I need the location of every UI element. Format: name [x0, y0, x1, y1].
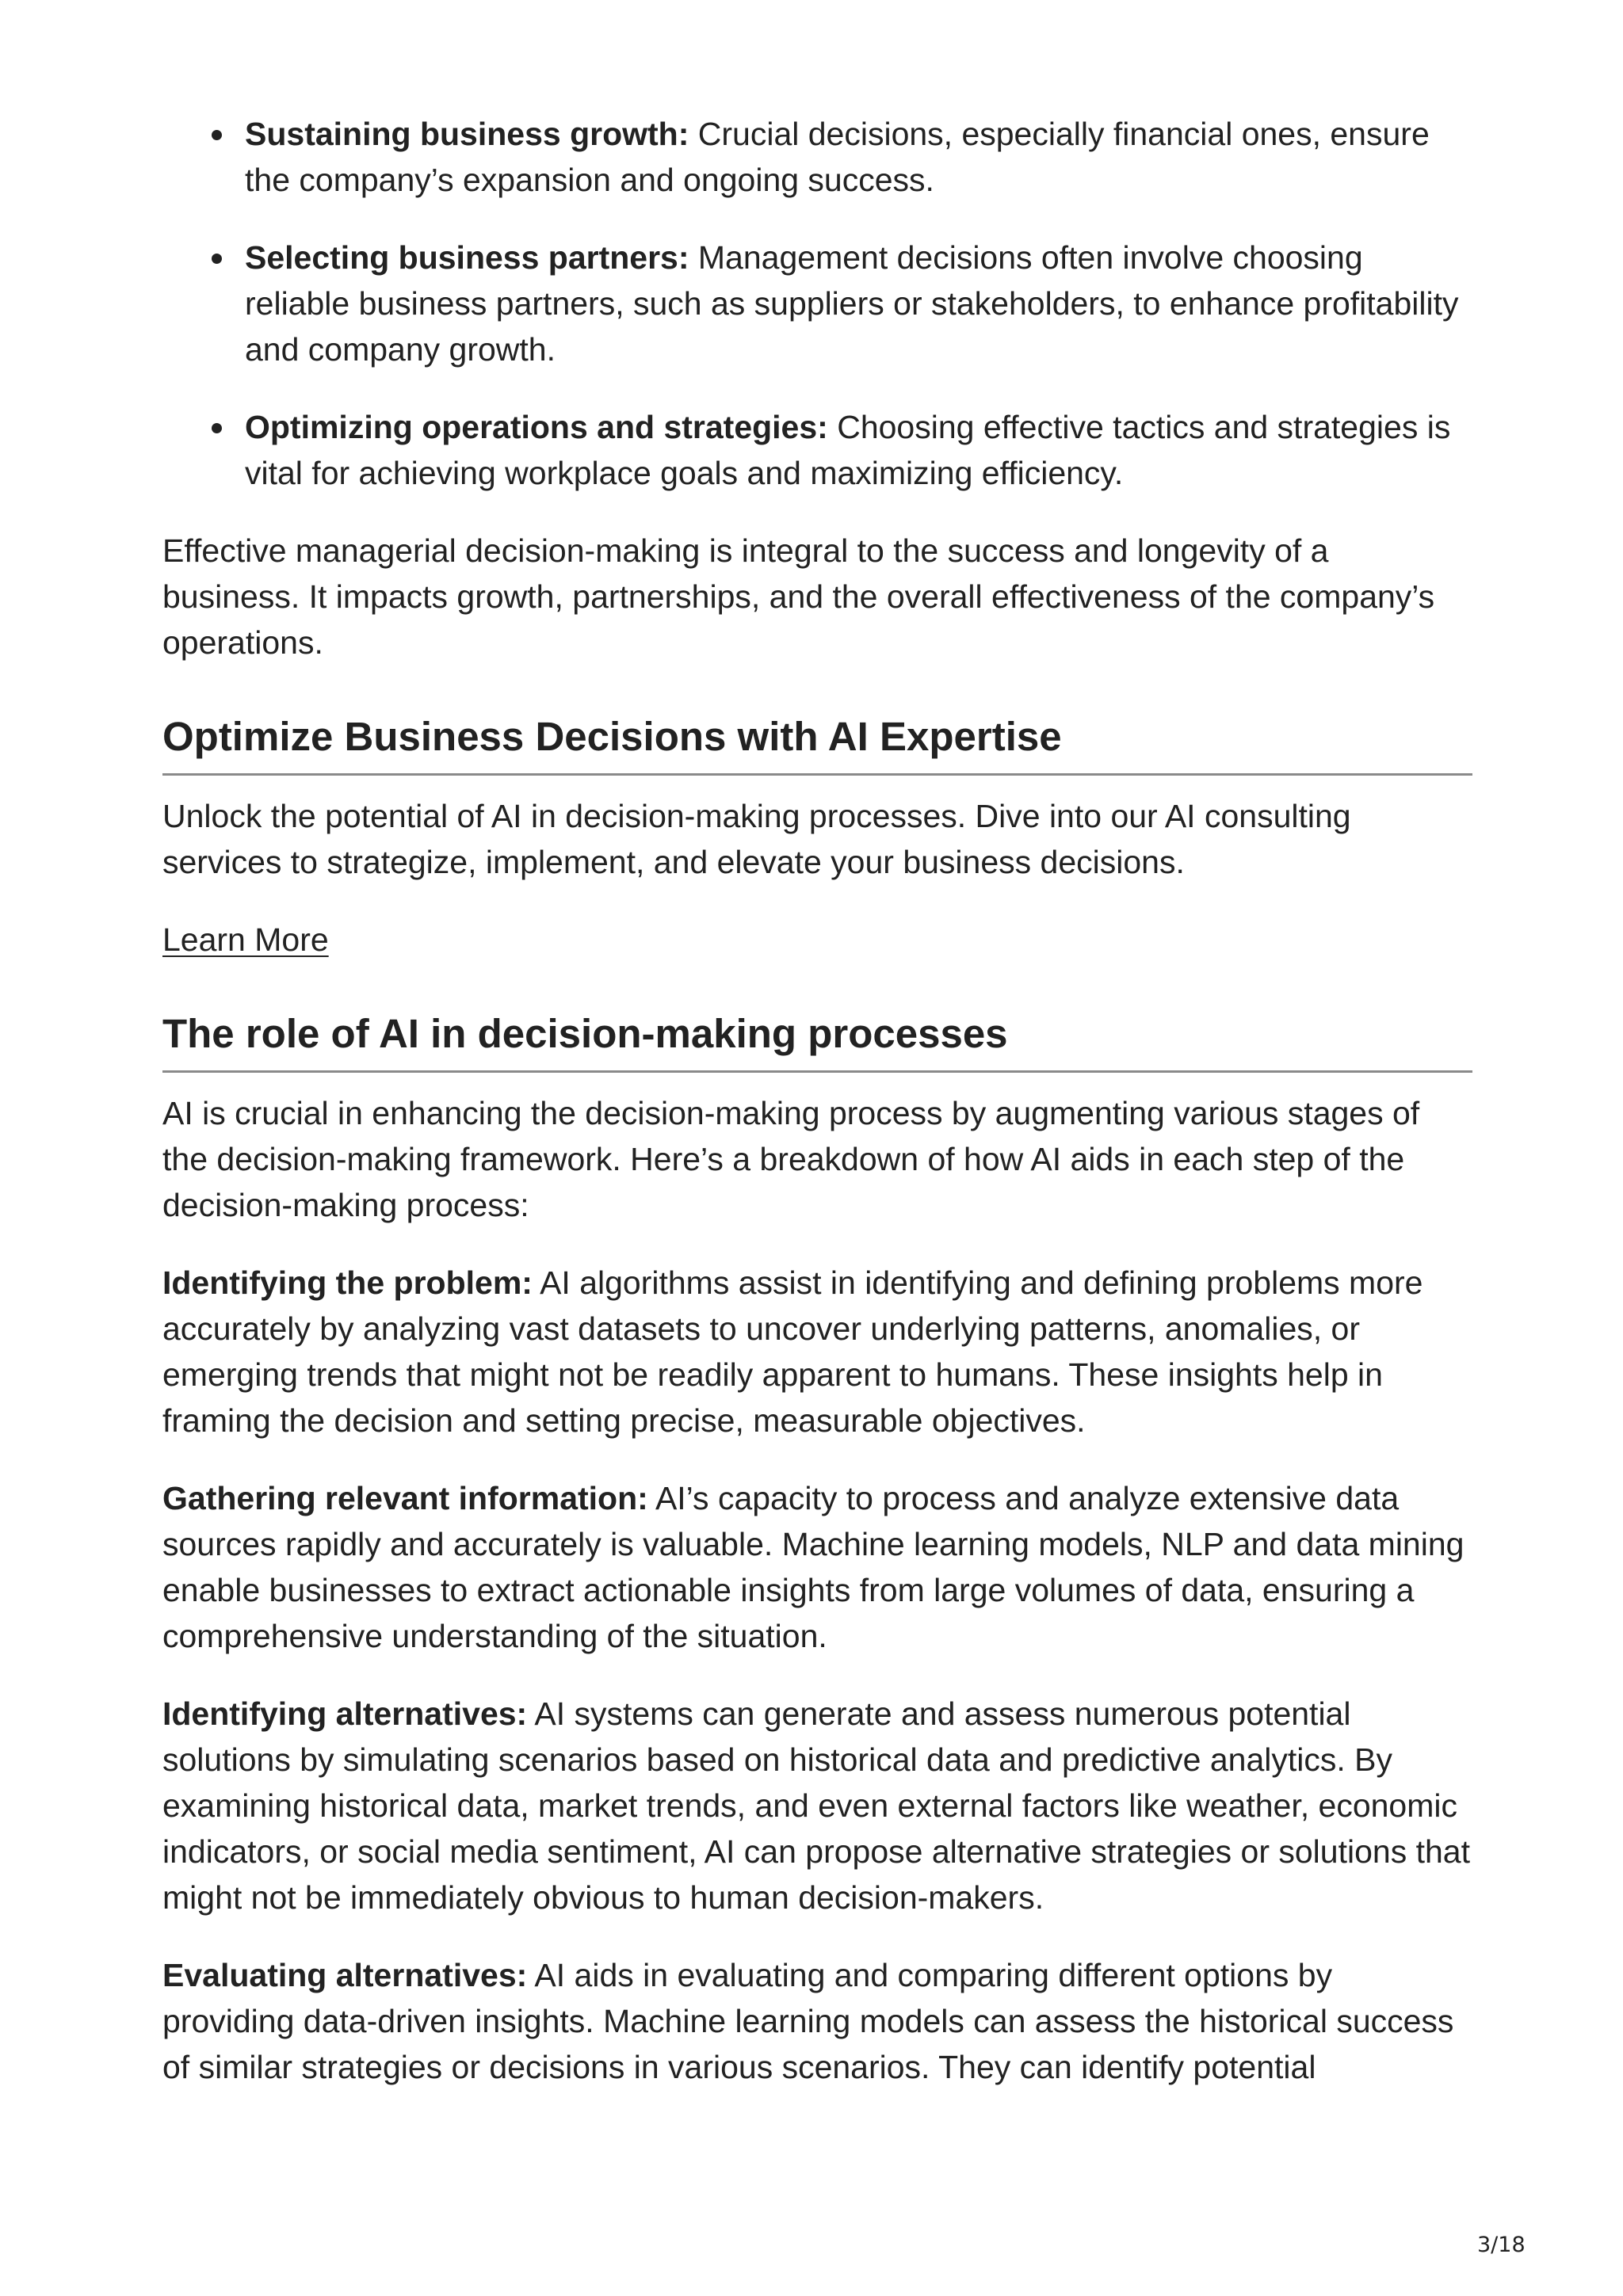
bullet-text: Crucial decisions, especially financial ones, ensure the company’s expansion and ongoing success.	[245, 116, 1430, 198]
bullet-text: Choosing effective tactics and strategies is vital for achieving workplace goals and maximizing efficiency.	[245, 409, 1451, 491]
step-text: AI’s capacity to process and analyze extensive data sources rapidly and accurately is valuable. Machine learning models, NLP and data mining enable businesses to extract actionable insights from large volumes of data, ensuring a comprehensive understanding of the situation.	[162, 1480, 1465, 1654]
step-lead: Identifying alternatives:	[162, 1695, 528, 1732]
step-paragraph	[162, 1691, 1472, 1920]
step-paragraph	[162, 1952, 1472, 2090]
step-lead: Evaluating alternatives:	[162, 1957, 528, 1993]
bullet-item	[245, 404, 1472, 496]
bullet-lead: Optimizing operations and strategies:	[245, 409, 828, 445]
role-intro: AI is crucial in enhancing the decision-making process by augmenting various stages of the decision-making framework. Here’s a breakdown of how AI aids in each step of the decision-making process:	[162, 1095, 1420, 1223]
step-lead: Identifying the problem:	[162, 1264, 533, 1301]
cta-heading: Optimize Business Decisions with AI Expertise	[162, 710, 1472, 776]
learn-more-link[interactable]: Learn More	[162, 921, 329, 958]
summary-paragraph: Effective managerial decision-making is integral to the success and longevity of a business. It impacts growth, partnerships, and the overall effectiveness of the company’s operations.	[162, 532, 1435, 661]
cta-body: Unlock the potential of AI in decision-making processes. Dive into our AI consulting services to strategize, implement, and elevate your business decisions.	[162, 798, 1351, 880]
page-number: 3/18	[1477, 2233, 1526, 2257]
bullet-dot-icon	[212, 423, 222, 433]
role-heading: The role of AI in decision-making processes	[162, 1007, 1472, 1073]
bullet-item	[245, 111, 1472, 203]
bullet-item	[245, 235, 1472, 372]
cta-link-wrapper	[162, 917, 1472, 963]
step-text: AI aids in evaluating and comparing different options by providing data-driven insights. Machine learning models can assess the historical success of similar strategies or decisions in various scenarios. They can identify potential	[162, 1957, 1454, 2085]
bullet-lead: Selecting business partners:	[245, 239, 689, 276]
step-text: AI algorithms assist in identifying and defining problems more accurately by analyzing vast datasets to uncover underlying patterns, anomalies, or emerging trends that might not be readily apparent to humans. These insights help in framing the decision and setting precise, measurable objectives.	[162, 1264, 1423, 1439]
step-paragraph	[162, 1475, 1472, 1659]
step-paragraph	[162, 1260, 1472, 1444]
bullet-dot-icon	[212, 130, 222, 140]
bullet-lead: Sustaining business growth:	[245, 116, 689, 152]
document-content	[162, 111, 1472, 2122]
step-lead: Gathering relevant information:	[162, 1480, 648, 1516]
bullet-dot-icon	[212, 254, 222, 264]
step-text: AI systems can generate and assess numerous potential solutions by simulating scenarios based on historical data and predictive analytics. By examining historical data, market trends, and even external factors like weather, economic indicators, or social media sentiment, AI can propose alternative strategies or solutions that might not be immediately obvious to human decision-makers.	[162, 1695, 1470, 1916]
bullet-text: Management decisions often involve choosing reliable business partners, such as suppliers or stakeholders, to enhance profitability and company growth.	[245, 239, 1459, 368]
importance-bullet-list	[162, 111, 1472, 496]
